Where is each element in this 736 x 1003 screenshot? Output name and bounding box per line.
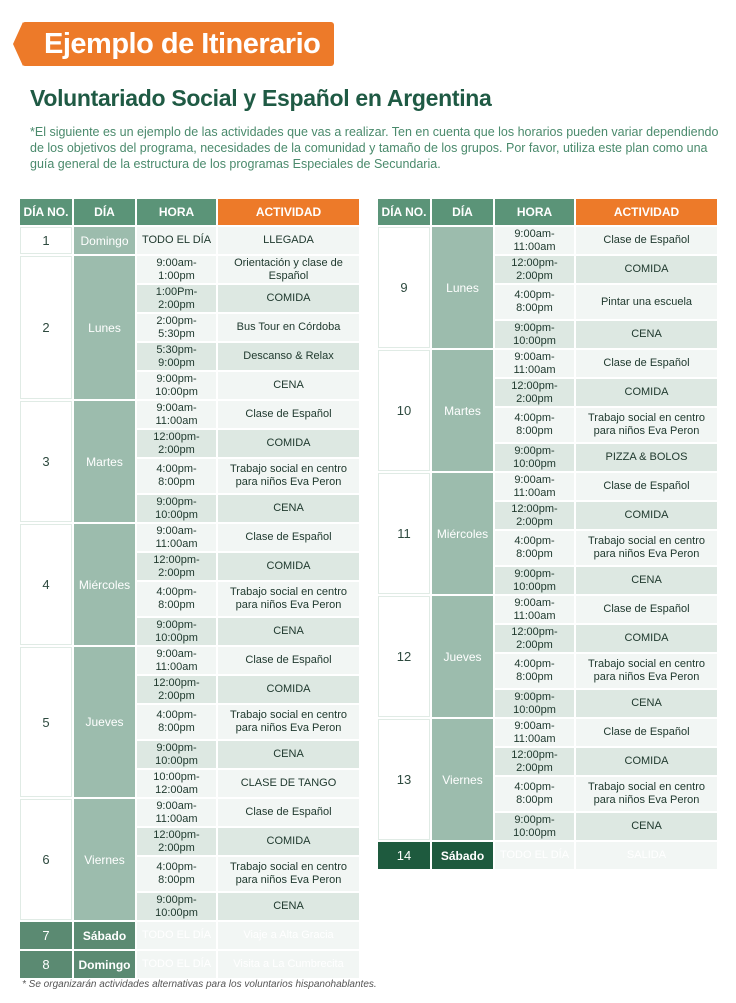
hora-cell: 2:00pm-5:30pm [137,314,216,341]
itinerary-table-left [18,197,361,980]
actividad-cell: Trabajo social en centro para niños Eva Peron [218,459,359,493]
hora-cell: 4:00pm-8:00pm [137,857,216,891]
hora-cell: 9:00am-11:00am [137,524,216,551]
table-row [20,227,359,254]
day-name-cell: Martes [432,350,493,471]
hora-cell: 9:00pm-10:00pm [137,495,216,522]
hora-cell: 12:00pm-2:00pm [495,256,574,283]
day-name-cell: Sábado [74,922,135,949]
day-number-cell: 1 [20,227,72,254]
actividad-cell: Trabajo social en centro para niños Eva Peron [218,705,359,739]
actividad-cell: CENA [576,813,717,840]
hora-cell: 5:30pm-9:00pm [137,343,216,370]
table-row [378,350,717,377]
actividad-cell: Clase de Español [218,799,359,826]
day-name-cell: Jueves [74,647,135,797]
day-number-cell: 12 [378,596,430,717]
day-number-cell: 6 [20,799,72,920]
footnote: * Se organizarán actividades alternativas para los voluntarios hispanohablantes. [22,979,377,990]
hora-cell: 12:00pm-2:00pm [137,430,216,457]
table-row [20,256,359,283]
day-name-cell: Lunes [74,256,135,399]
actividad-cell: SALIDA [576,842,717,869]
table-row [20,401,359,428]
itinerary-table-right [376,197,719,871]
hora-cell: 9:00am-11:00am [137,401,216,428]
intro-paragraph: *El siguiente es un ejemplo de las actividades que vas a realizar. Ten en cuenta que los horarios pueden variar dependiendo de los objetivos del programa, necesidades de la comunidad y tamaño de los grupos. Por favor, utiliza este plan como una guía general de la estructura de los programas Especiales de Secundaria. [30,125,719,171]
actividad-cell: Clase de Español [576,350,717,377]
actividad-cell: CENA [576,690,717,717]
actividad-cell: Trabajo social en centro para niños Eva Peron [576,408,717,442]
actividad-cell: COMIDA [218,553,359,580]
day-name-cell: Jueves [432,596,493,717]
hora-cell: 9:00pm-10:00pm [495,690,574,717]
actividad-cell: COMIDA [576,256,717,283]
page-title: Ejemplo de Itinerario [44,28,321,60]
table-row [20,647,359,674]
hora-cell: 9:00pm-10:00pm [495,567,574,594]
table-row [378,719,717,746]
hora-cell: 12:00pm-2:00pm [495,748,574,775]
day-number-cell: 4 [20,524,72,645]
actividad-cell: Clase de Español [576,596,717,623]
actividad-cell: CLASE DE TANGO [218,770,359,797]
actividad-cell: CENA [218,893,359,920]
hora-cell: 4:00pm-8:00pm [495,654,574,688]
hora-cell: 9:00pm-10:00pm [495,444,574,471]
actividad-cell: Clase de Español [576,227,717,254]
day-name-cell: Domingo [74,951,135,978]
table-row [20,922,359,949]
day-name-cell: Lunes [432,227,493,348]
hora-cell: 9:00am-11:00am [137,799,216,826]
table-row [378,227,717,254]
hora-cell: 9:00pm-10:00pm [137,618,216,645]
hora-cell: 12:00pm-2:00pm [137,553,216,580]
hora-cell: 12:00pm-2:00pm [495,625,574,652]
day-number-cell: 14 [378,842,430,869]
col-header-hora: HORA [495,199,574,225]
hora-cell: 1:00Pm-2:00pm [137,285,216,312]
col-header-actividad: ACTIVIDAD [576,199,717,225]
hora-cell: TODO EL DÍA [495,842,574,869]
actividad-cell: Clase de Español [576,719,717,746]
day-number-cell: 8 [20,951,72,978]
hora-cell: 9:00pm-10:00pm [137,372,216,399]
day-name-cell: Miércoles [432,473,493,594]
title-banner [22,22,334,66]
actividad-cell: Clase de Español [218,647,359,674]
hora-cell: 9:00am-11:00am [495,350,574,377]
day-number-cell: 9 [378,227,430,348]
hora-cell: TODO EL DÍA [137,922,216,949]
actividad-cell: COMIDA [218,430,359,457]
actividad-cell: Pintar una escuela [576,285,717,319]
actividad-cell: CENA [576,321,717,348]
col-header-dia-no: DÍA NO. [378,199,430,225]
actividad-cell: CENA [576,567,717,594]
actividad-cell: PIZZA & BOLOS [576,444,717,471]
actividad-cell: CENA [218,741,359,768]
hora-cell: 4:00pm-8:00pm [495,408,574,442]
page-subtitle: Voluntariado Social y Español en Argentina [30,85,492,111]
actividad-cell: Clase de Español [576,473,717,500]
table-row [378,473,717,500]
day-number-cell: 5 [20,647,72,797]
table-row [378,596,717,623]
actividad-cell: COMIDA [218,828,359,855]
table-row [20,951,359,978]
actividad-cell: Bus Tour en Córdoba [218,314,359,341]
hora-cell: 12:00pm-2:00pm [137,676,216,703]
day-name-cell: Viernes [432,719,493,840]
actividad-cell: Orientación y clase de Español [218,256,359,283]
hora-cell: 4:00pm-8:00pm [137,705,216,739]
actividad-cell: Trabajo social en centro para niños Eva Peron [576,531,717,565]
actividad-cell: Viaje a Alta Gracia [218,922,359,949]
hora-cell: 9:00pm-10:00pm [137,741,216,768]
hora-cell: 9:00am-1:00pm [137,256,216,283]
actividad-cell: Trabajo social en centro para niños Eva Peron [576,654,717,688]
col-header-actividad: ACTIVIDAD [218,199,359,225]
hora-cell: 9:00am-11:00am [495,227,574,254]
hora-cell: TODO EL DÍA [137,227,216,254]
hora-cell: 12:00pm-2:00pm [495,379,574,406]
actividad-cell: COMIDA [576,379,717,406]
actividad-cell: CENA [218,372,359,399]
actividad-cell: COMIDA [218,285,359,312]
day-name-cell: Martes [74,401,135,522]
day-name-cell: Viernes [74,799,135,920]
day-number-cell: 11 [378,473,430,594]
hora-cell: 4:00pm-8:00pm [137,459,216,493]
actividad-cell: CENA [218,495,359,522]
actividad-cell: Trabajo social en centro para niños Eva Peron [576,777,717,811]
day-number-cell: 10 [378,350,430,471]
day-number-cell: 13 [378,719,430,840]
table-row [378,842,717,869]
hora-cell: 9:00pm-10:00pm [137,893,216,920]
hora-cell: 9:00am-11:00am [495,596,574,623]
table-header-row [378,199,717,225]
hora-cell: 4:00pm-8:00pm [495,531,574,565]
hora-cell: 9:00am-11:00am [495,473,574,500]
actividad-cell: Trabajo social en centro para niños Eva Peron [218,857,359,891]
col-header-dia: DÍA [432,199,493,225]
hora-cell: 10:00pm-12:00am [137,770,216,797]
table-row [20,524,359,551]
actividad-cell: Visita a La Cumbrecita [218,951,359,978]
actividad-cell: COMIDA [576,748,717,775]
actividad-cell: Clase de Español [218,524,359,551]
hora-cell: 9:00am-11:00am [137,647,216,674]
day-name-cell: Miércoles [74,524,135,645]
day-number-cell: 7 [20,922,72,949]
day-name-cell: Sábado [432,842,493,869]
day-number-cell: 3 [20,401,72,522]
col-header-dia-no: DÍA NO. [20,199,72,225]
hora-cell: 9:00pm-10:00pm [495,813,574,840]
actividad-cell: LLEGADA [218,227,359,254]
hora-cell: 4:00pm-8:00pm [495,777,574,811]
hora-cell: 4:00pm-8:00pm [495,285,574,319]
actividad-cell: Trabajo social en centro para niños Eva Peron [218,582,359,616]
actividad-cell: Descanso & Relax [218,343,359,370]
col-header-dia: DÍA [74,199,135,225]
hora-cell: TODO EL DÍA [137,951,216,978]
table-row [20,799,359,826]
hora-cell: 12:00pm-2:00pm [495,502,574,529]
hora-cell: 4:00pm-8:00pm [137,582,216,616]
day-number-cell: 2 [20,256,72,399]
actividad-cell: COMIDA [576,502,717,529]
hora-cell: 12:00pm-2:00pm [137,828,216,855]
actividad-cell: COMIDA [218,676,359,703]
actividad-cell: COMIDA [576,625,717,652]
hora-cell: 9:00am-11:00am [495,719,574,746]
day-name-cell: Domingo [74,227,135,254]
hora-cell: 9:00pm-10:00pm [495,321,574,348]
table-header-row [20,199,359,225]
actividad-cell: Clase de Español [218,401,359,428]
col-header-hora: HORA [137,199,216,225]
actividad-cell: CENA [218,618,359,645]
